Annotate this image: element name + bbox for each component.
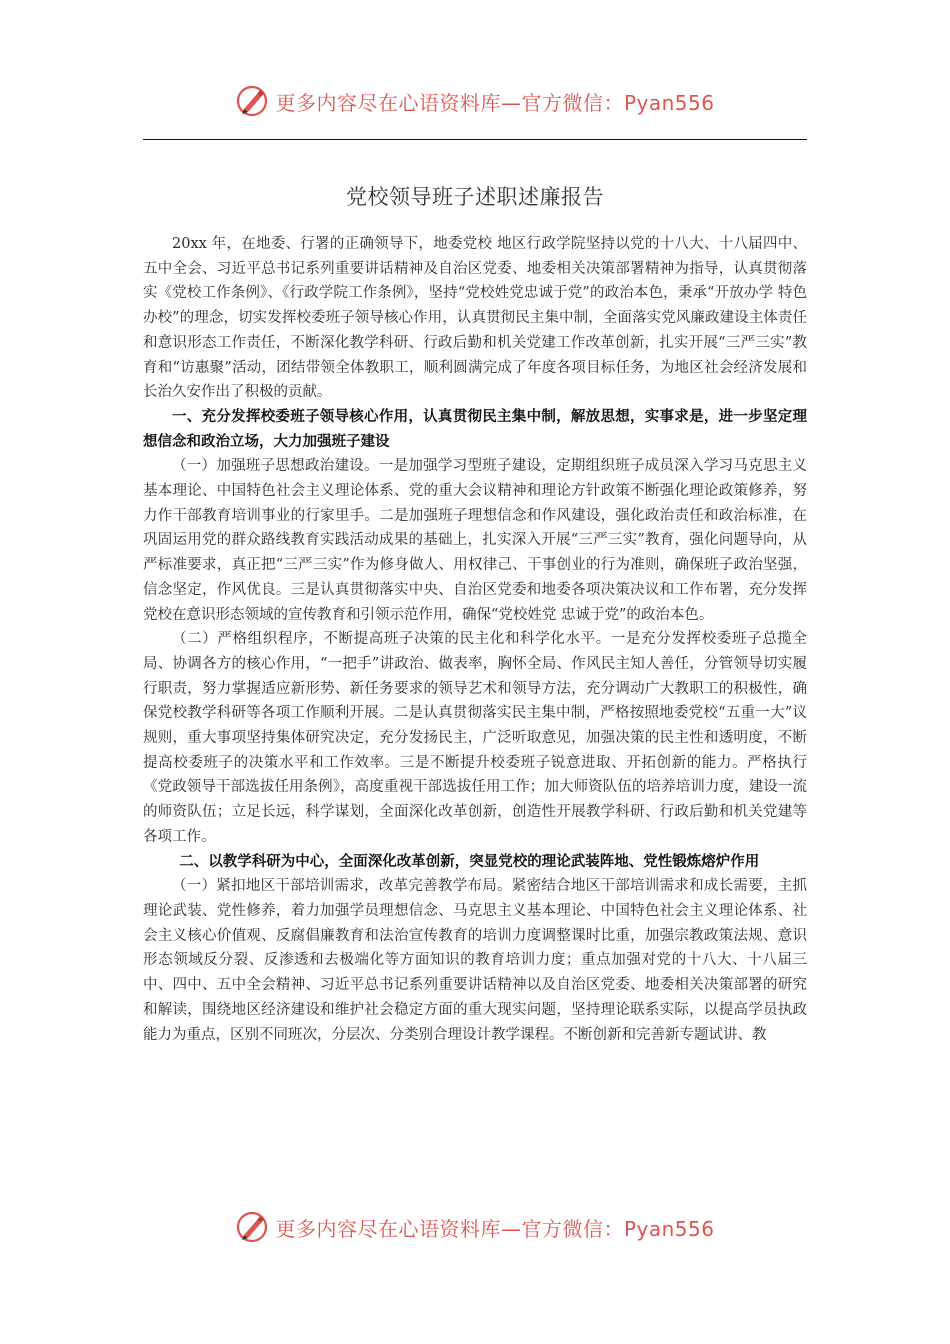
section-heading-2: 二、以教学科研为中心，全面深化改革创新，突显党校的理论武装阵地、党性锻炼熔炉作用 [179,852,760,870]
document-title: 党校领导班子述职述廉报告 [346,185,604,209]
pen-logo-icon [235,1210,269,1244]
header-divider [143,139,807,140]
footer-banner [0,1210,950,1244]
body-paragraph: （一）紧扣地区干部培训需求，改革完善教学布局。紧密结合地区干部培训需求和成长需要，主抓理论武装、党性修养，着力加强学员理想信念、马克思主义基本理论、中国特色社会主义理论体系、社会主义核心价值观、反腐倡廉教育和法治宣传教育的培训力度调整课时比重，加强宗教政策法规、意识形态领域反分裂、反渗透和去极端化等方面知识的教育培训力度；重点加强对党的十八大、十八届三中、四中、五中全会精神、习近平总书记系列重要讲话精神以及自治区党委、地委相关决策部署的研究和解读，围绕地区经济建设和维护社会稳定方面的重大现实问题，坚持理论联系实际，以提高学员执政能力为重点，区别不同班次，分层次、分类别合理设计教学课程。不断创新和完善新专题试讲、教 [143,878,807,1043]
document-body [143,232,807,1047]
body-paragraph: （二）严格组织程序，不断提高班子决策的民主化和科学化水平。一是充分发挥校委班子总揽全局、协调各方的核心作用，“一把手”讲政治、做表率，胸怀全局、作风民主知人善任，分管领导切实履行职责，努力掌握适应新形势、新任务要求的领导艺术和领导方法，充分调动广大教职工的积极性，确保党校教学科研等各项工作顺利开展。二是认真贯彻落实民主集中制，严格按照地委党校“五重一大”议规则，重大事项坚持集体研究决定，充分发扬民主，广泛听取意见，加强决策的民主性和透明度，不断提高校委班子的决策水平和工作效率。三是不断提升校委班子锐意进取、开拓创新的能力。严格执行《党政领导干部选拔任用条例》，高度重视干部选拔任用工作；加大师资队伍的培养培训力度，建设一流的师资队伍；立足长远，科学谋划，全面深化改革创新，创造性开展教学科研、行政后勤和机关党建等各项工作。 [143,631,807,845]
section-heading-1: 一、充分发挥校委班子领导核心作用，认真贯彻民主集中制，解放思想，实事求是，进一步坚定理想信念和政治立场，大力加强班子建设 [143,407,807,450]
header-banner-text: 更多内容尽在心语资料库—官方微信：Pyan556 [275,90,715,115]
pen-logo-icon [235,84,269,118]
header-banner [0,84,950,118]
intro-paragraph: 20xx 年，在地委、行署的正确领导下，地委党校 地区行政学院坚持以党的十八大、十八届四中、五中全会、习近平总书记系列重要讲话精神及自治区党委、地委相关决策部署精神为指导，认真贯彻落实《党校工作条例》、《行政学院工作条例》，坚持“党校姓党忠诚于党”的政治本色，秉承“开放办学 特色办校”的理念，切实发挥校委班子领导核心作用，认真贯彻民主集中制，全面落实党风廉政建设主体责任和意识形态工作责任，不断深化教学科研、行政后勤和机关党建工作改革创新，扎实开展“三严三实”教育和“访惠聚”活动，团结带领全体教职工，顺利圆满完成了年度各项目标任务，为地区社会经济发展和长治久安作出了积极的贡献。 [143,236,807,401]
footer-banner-text: 更多内容尽在心语资料库—官方微信：Pyan556 [275,1216,715,1241]
body-paragraph: （一）加强班子思想政治建设。一是加强学习型班子建设，定期组织班子成员深入学习马克思主义基本理论、中国特色社会主义理论体系、党的重大会议精神和理论方针政策不断强化理论政策修养，努力作干部教育培训事业的行家里手。二是加强班子理想信念和作风建设，强化政治责任和政治标准，在巩固运用党的群众路线教育实践活动成果的基础上，扎实深入开展“三严三实”教育，强化问题导向，从严标准要求，真正把“三严三实”作为修身做人、用权律己、干事创业的行为准则，确保班子政治坚强，信念坚定，作风优良。三是认真贯彻落实中央、自治区党委和地委各项决策决议和工作布署，充分发挥党校在意识形态领域的宣传教育和引领示范作用，确保“党校姓党 忠诚于党”的政治本色。 [143,458,807,623]
